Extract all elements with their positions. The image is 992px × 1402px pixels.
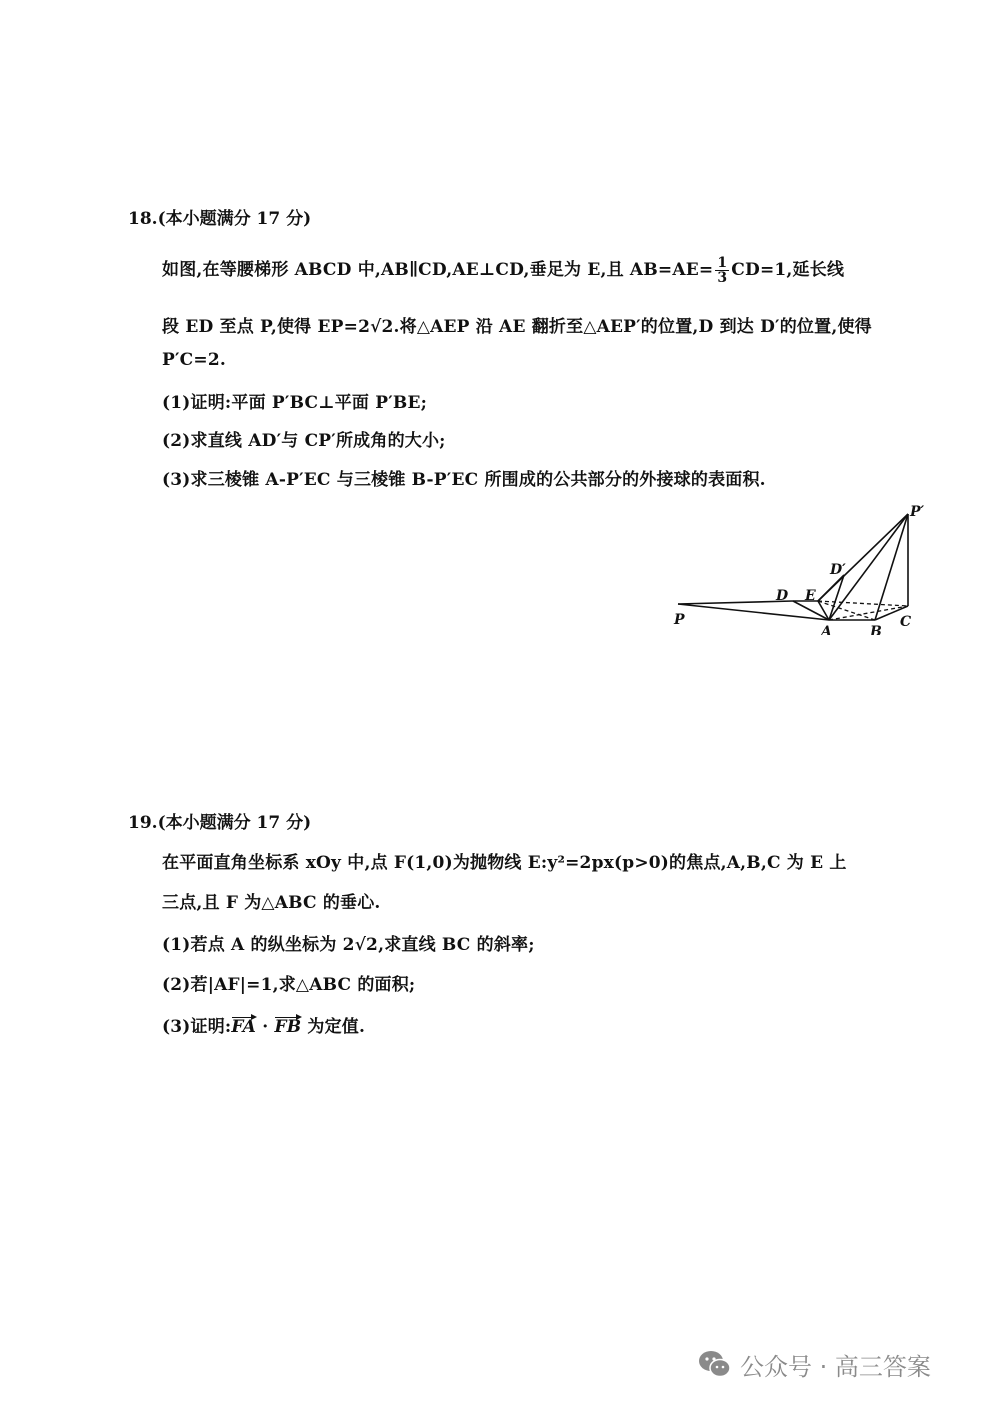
geometry-figure bbox=[668, 500, 930, 635]
question-19-header: 19.(本小题满分 17 分) bbox=[128, 813, 312, 833]
question-19-line-2: 三点,且 F 为△ABC 的垂心. bbox=[162, 893, 381, 913]
fraction-one-third bbox=[715, 256, 729, 285]
question-18-part-3: (3)求三棱锥 A-P′EC 与三棱锥 B-P′EC 所围成的公共部分的外接球的表面积. bbox=[162, 470, 766, 490]
question-19-part-3 bbox=[162, 1012, 365, 1037]
figure-solid-lines bbox=[678, 514, 908, 620]
question-18-part-1: (1)证明:平面 P′BC⊥平面 P′BE; bbox=[162, 393, 428, 413]
q19-part-3-suffix: 为定值. bbox=[301, 1017, 366, 1037]
label-D: D bbox=[776, 588, 789, 604]
question-19-part-1: (1)若点 A 的纵坐标为 2√2,求直线 BC 的斜率; bbox=[162, 935, 535, 955]
wechat-icon bbox=[698, 1349, 732, 1379]
q18-line-1a: 如图,在等腰梯形 ABCD 中,AB∥CD,AE⊥CD,垂足为 E,且 AB=AE= bbox=[162, 260, 714, 280]
label-D-prime: D′ bbox=[830, 562, 846, 578]
question-18-part-2: (2)求直线 AD′与 CP′所成角的大小; bbox=[162, 431, 446, 451]
fraction-numerator: 1 bbox=[717, 255, 728, 271]
question-19-part-2: (2)若|AF|=1,求△ABC 的面积; bbox=[162, 975, 416, 995]
question-19-line-1: 在平面直角坐标系 xOy 中,点 F(1,0)为抛物线 E:y²=2px(p>0)的焦点,A,B,C 为 E 上 bbox=[162, 853, 847, 873]
question-18-line-3: P′C=2. bbox=[162, 350, 226, 370]
dot-operator: · bbox=[256, 1017, 275, 1037]
label-E: E bbox=[805, 588, 816, 604]
q19-part-3-prefix: (3)证明: bbox=[162, 1017, 232, 1037]
q18-line-1b: CD=1,延长线 bbox=[731, 260, 845, 280]
watermark-text: 公众号 · 高三答案 bbox=[740, 1352, 931, 1381]
watermark bbox=[698, 1344, 931, 1384]
question-18-header: 18.(本小题满分 17 分) bbox=[128, 209, 312, 229]
label-C: C bbox=[900, 614, 912, 630]
vector-FB: FB bbox=[274, 1017, 302, 1037]
line-P-A bbox=[678, 604, 829, 620]
question-18-line-1 bbox=[162, 255, 844, 285]
label-P: P bbox=[674, 612, 685, 628]
label-A: A bbox=[821, 624, 832, 635]
label-P-prime: P′ bbox=[910, 504, 925, 520]
question-18-line-2: 段 ED 至点 P,使得 EP=2√2.将△AEP 沿 AE 翻折至△AEP′的位置,D 到达 D′的位置,使得 bbox=[162, 317, 872, 337]
fraction-denominator: 3 bbox=[717, 270, 728, 286]
label-B: B bbox=[870, 624, 882, 635]
vector-FA: FA bbox=[231, 1017, 257, 1037]
